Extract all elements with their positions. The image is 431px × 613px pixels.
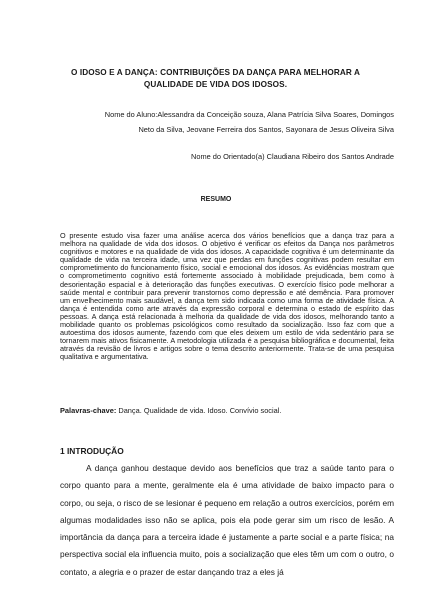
paper-title: O IDOSO E A DANÇA: CONTRIBUIÇÕES DA DANÇA PARA MELHORAR A QUALIDADE DE VIDA DOS IDOSOS. — [71, 68, 360, 89]
keywords-label: Palavras-chave: — [60, 406, 117, 415]
introduction-paragraph: A dança ganhou destaque devido aos benefícios que traz a saúde tanto para o corpo quanto para a mente, geralmente ela é uma atividade de baixo impacto para o corpo, ou seja, o risco de se lesionar é pequeno em relação a outros exercícios, porém em algumas modalidades isso não se aplica, pois ela pode gerar sim um risco de lesão. A importância da dança para a terceira idade é justamente a parte social e a parte física; na perspectiva social ela influencia muito, pois a socialização que eles têm um com o outro, o contato, a alegria e o prazer de estar dançando traz a eles já — [60, 463, 394, 577]
keywords-values: Dança. Qualidade de vida. Idoso. Convívio social. — [116, 406, 282, 415]
author-list: Nome do Aluno:Alessandra da Conceição souza, Alana Patrícia Silva Soares, Domingos Neto da Silva, Jeovane Ferreira dos Santos, Sayonara de Jesus Oliveira Silva — [104, 110, 394, 134]
advisor-name: Nome do Orientado(a) Claudiana Ribeiro dos Santos Andrade — [191, 152, 394, 161]
abstract-heading: RESUMO — [200, 196, 232, 203]
keywords-line — [60, 406, 394, 416]
abstract-text: O presente estudo visa fazer uma análise acerca dos vários benefícios que a dança traz para a melhora na qualidade de vida dos idosos. O objetivo é verificar os efeitos da Dança nos parâmetros cognitivos e motores e na qualidade de vida dos idosos. A capacidade cognitiva é um determinante da qualidade de vida na terceira idade, uma vez que perdas em funções cognitivas podem resultar em comprometimento do funcionamento físico, social e emocional dos idosos. As evidências mostram que o comprometimento cognitivo está fortemente associado à mobilidade prejudicada, bem como à desorientação espacial e à deterioração das funções executivas. O exercício físico pode melhorar a saúde mental e contribuir para prevenir transtornos como depressão e até demência. Para promover um envelhecimento mais saudável, a dança tem sido indicada como uma forma de atividade física. A dança é entendida como arte através da expressão corporal e determina o estado de espírito das pessoas. A dança está relacionada à melhoria da qualidade de vida dos idosos, melhorando tanto a mobilidade quanto os problemas psicológicos como resultado da socialização. Isso faz com que a autoestima dos idosos aumente, fazendo com que eles deixem um estilo de vida sedentário para se tornarem mais ativos fisicamente. A metodologia utilizada é a pesquisa bibliográfica e documental, feita através da revisão de livros e artigos sobre o tema descrito anteriormente. Trata-se de uma pesquisa qualitativa e argumentativa. — [60, 231, 394, 362]
section-heading-introduction: 1 INTRODUÇÃO — [60, 446, 124, 456]
